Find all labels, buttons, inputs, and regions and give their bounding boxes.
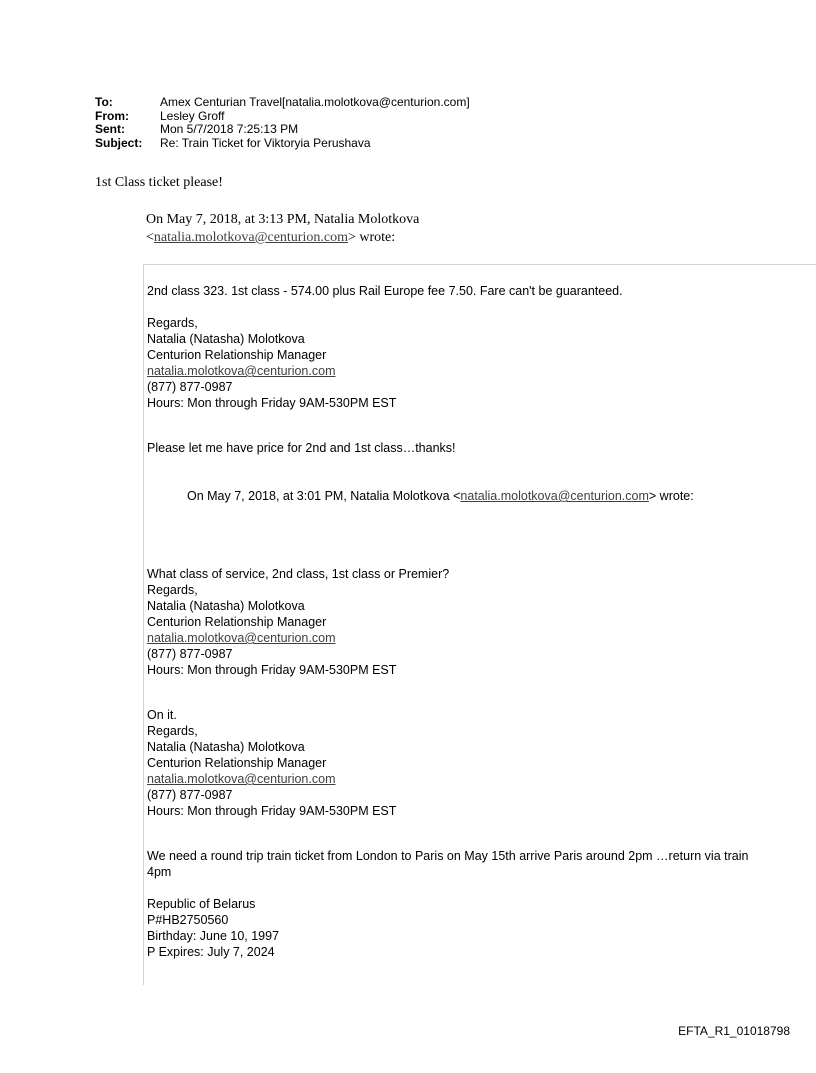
passport-expires: P Expires: July 7, 2024 — [147, 945, 275, 959]
sig-email-link[interactable]: natalia.molotkova@centurion.com — [147, 631, 336, 645]
quote-header — [146, 211, 419, 247]
sig-regards: Regards, — [147, 583, 198, 597]
reply-text: 1st Class ticket please! — [95, 175, 223, 190]
sig-email-link[interactable]: natalia.molotkova@centurion.com — [147, 364, 336, 378]
class-question: What class of service, 2nd class, 1st class or Premier? — [147, 567, 450, 581]
sig-hours: Hours: Mon through Friday 9AM-530PM EST — [147, 804, 397, 818]
subject-label: Subject: — [95, 135, 143, 150]
quote-wrote: > wrote: — [347, 230, 396, 245]
to-row — [95, 96, 470, 110]
message-class-question — [147, 566, 449, 678]
sent-label: Sent: — [95, 122, 125, 136]
quote2-email-link[interactable]: natalia.molotkova@centurion.com — [460, 489, 649, 503]
sig-hours: Hours: Mon through Friday 9AM-530PM EST — [147, 396, 397, 410]
sig-phone: (877) 877-0987 — [147, 647, 233, 661]
trip-request-line1: We need a round trip train ticket from London to Paris on May 15th arrive Paris around 2pm …return via train — [147, 849, 749, 863]
quote2-suffix: > wrote: — [648, 489, 694, 503]
trip-request-line2: 4pm — [147, 865, 172, 879]
message-on-it — [147, 707, 396, 819]
sig-regards: Regards, — [147, 316, 198, 330]
sig-regards: Regards, — [147, 724, 198, 738]
message-trip-request — [147, 848, 748, 880]
sig-phone: (877) 877-0987 — [147, 380, 233, 394]
passport-country: Republic of Belarus — [147, 897, 256, 911]
sig-title: Centurion Relationship Manager — [147, 756, 327, 770]
email-header — [95, 96, 470, 150]
from-label: From: — [95, 108, 129, 123]
quote-email-link[interactable]: natalia.molotkova@centurion.com — [153, 230, 348, 245]
to-label: To: — [95, 95, 113, 109]
quote-lt: < — [146, 230, 154, 245]
from-value: Lesley Groff — [160, 108, 225, 123]
sig-email-link[interactable]: natalia.molotkova@centurion.com — [147, 772, 336, 786]
to-value: Amex Centurian Travel[natalia.molotkova@centurion.com] — [160, 95, 470, 109]
sent-value: Mon 5/7/2018 7:25:13 PM — [160, 122, 299, 136]
subject-row — [95, 137, 470, 151]
sig-name: Natalia (Natasha) Molotkova — [147, 740, 305, 754]
sig-hours: Hours: Mon through Friday 9AM-530PM EST — [147, 663, 397, 677]
on-it-text: On it. — [147, 708, 177, 722]
sig-phone: (877) 877-0987 — [147, 788, 233, 802]
sig-title: Centurion Relationship Manager — [147, 348, 327, 362]
sig-name: Natalia (Natasha) Molotkova — [147, 332, 305, 346]
quote-header-email-line — [146, 229, 419, 247]
signature-block — [147, 315, 396, 411]
message-price-request: Please let me have price for 2nd and 1st class…thanks! — [147, 441, 456, 455]
document-id: EFTA_R1_01018798 — [678, 1024, 790, 1038]
from-row — [95, 110, 470, 124]
message-fare: 2nd class 323. 1st class - 574.00 plus Rail Europe fee 7.50. Fare can't be guaranteed. — [147, 284, 623, 298]
quote-header-2 — [187, 489, 694, 503]
quote-header-line: On May 7, 2018, at 3:13 PM, Natalia Molotkova — [146, 212, 420, 227]
passport-number: P#HB2750560 — [147, 913, 229, 927]
passport-birthday: Birthday: June 10, 1997 — [147, 929, 280, 943]
sent-row — [95, 123, 470, 137]
subject-value: Re: Train Ticket for Viktoryia Perushava — [160, 135, 371, 150]
quote2-prefix: On May 7, 2018, at 3:01 PM, Natalia Molotkova < — [187, 489, 461, 503]
sig-name: Natalia (Natasha) Molotkova — [147, 599, 305, 613]
passport-details — [147, 896, 279, 960]
sig-title: Centurion Relationship Manager — [147, 615, 327, 629]
